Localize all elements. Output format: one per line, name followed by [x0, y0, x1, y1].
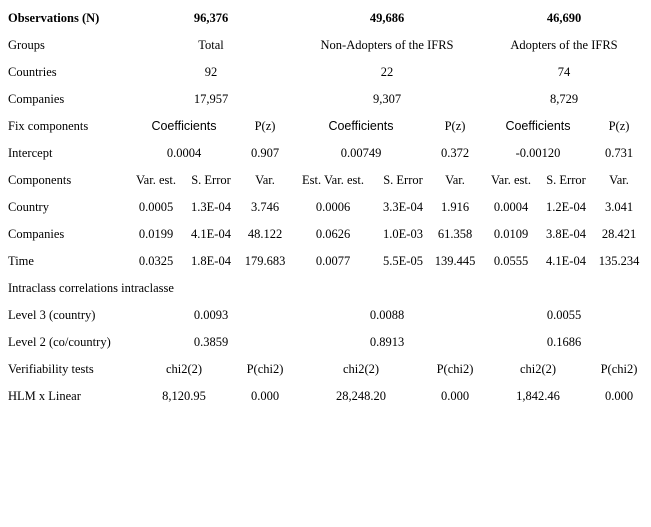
component-value: 0.0004 [493, 200, 529, 214]
hlm-value: 0.000 [250, 389, 280, 403]
component-value: 3.8E-04 [546, 227, 586, 241]
non-adopters-observations: 49,686 [369, 11, 405, 25]
groups-label: Groups [8, 38, 45, 52]
components-header: S. Error [383, 173, 423, 187]
hlm-value: 8,120.95 [162, 389, 206, 403]
components-header: Var. [445, 173, 465, 187]
component-value: 0.0555 [493, 254, 529, 268]
intraclass-label: Intraclass correlations intraclasse [8, 281, 174, 295]
component-value: 0.0005 [138, 200, 174, 214]
hlm-label: HLM x Linear [8, 389, 81, 403]
component-row-label: Country [8, 200, 49, 214]
components-header: Var. [609, 173, 629, 187]
adopters-observations: 46,690 [546, 11, 582, 25]
fix-header: P(z) [608, 119, 630, 133]
hlm-value: 28,248.20 [336, 389, 386, 403]
group-non-adopters: Non-Adopters of the IFRS [320, 38, 454, 52]
countries-adopters: 74 [557, 65, 571, 79]
fix-header: P(z) [254, 119, 276, 133]
component-value: 4.1E-04 [191, 227, 231, 241]
component-value: 61.358 [437, 227, 473, 241]
component-row-label: Companies [8, 227, 65, 241]
countries-non-adopters: 22 [380, 65, 394, 79]
component-value: 1.3E-04 [191, 200, 231, 214]
component-value: 1.8E-04 [191, 254, 231, 268]
intraclass-value: 0.0055 [546, 308, 582, 322]
verifiability-header: chi2(2) [519, 362, 557, 376]
fix-header: Coefficients [328, 119, 394, 133]
component-value: 0.0077 [315, 254, 351, 268]
component-value: 3.041 [604, 200, 634, 214]
companies-total: 17,957 [193, 92, 229, 106]
verifiability-label: Verifiability tests [8, 362, 94, 376]
component-value: 0.0199 [138, 227, 174, 241]
fix-components-label: Fix components [8, 119, 89, 133]
verifiability-header: P(chi2) [436, 362, 474, 376]
fix-header: Coefficients [505, 119, 571, 133]
companies-non-adopters: 9,307 [372, 92, 402, 106]
component-value: 3.3E-04 [383, 200, 423, 214]
verifiability-header: P(chi2) [246, 362, 284, 376]
companies-adopters: 8,729 [549, 92, 579, 106]
countries-label: Countries [8, 65, 57, 79]
hlm-value: 0.000 [440, 389, 470, 403]
component-value: 1.2E-04 [546, 200, 586, 214]
component-value: 0.0626 [315, 227, 351, 241]
intraclass-row-label: Level 2 (co/country) [8, 335, 111, 349]
components-header: S. Error [546, 173, 586, 187]
fix-header: Coefficients [151, 119, 217, 133]
hlm-value: 1,842.46 [516, 389, 560, 403]
intraclass-value: 0.0088 [369, 308, 405, 322]
intercept-value: 0.372 [440, 146, 470, 160]
intercept-value: -0.00120 [515, 146, 561, 160]
component-value: 135.234 [598, 254, 640, 268]
intraclass-value: 0.8913 [369, 335, 405, 349]
intraclass-value: 0.0093 [193, 308, 229, 322]
component-value: 48.122 [247, 227, 283, 241]
component-value: 4.1E-04 [546, 254, 586, 268]
component-value: 1.916 [440, 200, 470, 214]
component-row-label: Time [8, 254, 34, 268]
intraclass-value: 0.3859 [193, 335, 229, 349]
verifiability-header: chi2(2) [165, 362, 203, 376]
component-value: 179.683 [244, 254, 286, 268]
fix-header: P(z) [444, 119, 466, 133]
group-adopters: Adopters of the IFRS [510, 38, 618, 52]
component-value: 0.0325 [138, 254, 174, 268]
component-value: 1.0E-03 [383, 227, 423, 241]
intercept-label: Intercept [8, 146, 53, 160]
component-value: 0.0006 [315, 200, 351, 214]
component-value: 5.5E-05 [383, 254, 423, 268]
component-value: 28.421 [601, 227, 637, 241]
countries-total: 92 [204, 65, 218, 79]
component-value: 0.0109 [493, 227, 529, 241]
intercept-value: 0.00749 [340, 146, 382, 160]
components-header: S. Error [191, 173, 231, 187]
intercept-value: 0.0004 [166, 146, 202, 160]
component-value: 139.445 [434, 254, 476, 268]
intraclass-row-label: Level 3 (country) [8, 308, 96, 322]
components-header: Var. est. [136, 173, 176, 187]
components-header: Var. [255, 173, 275, 187]
intercept-value: 0.907 [250, 146, 280, 160]
group-total: Total [198, 38, 224, 52]
verifiability-header: P(chi2) [600, 362, 638, 376]
components-label: Components [8, 173, 72, 187]
intraclass-value: 0.1686 [546, 335, 582, 349]
hlm-value: 0.000 [604, 389, 634, 403]
verifiability-header: chi2(2) [342, 362, 380, 376]
component-value: 3.746 [250, 200, 280, 214]
companies-label: Companies [8, 92, 65, 106]
total-observations: 96,376 [193, 11, 229, 25]
components-header: Est. Var. est. [302, 173, 364, 187]
components-header: Var. est. [491, 173, 531, 187]
intercept-value: 0.731 [604, 146, 634, 160]
observations-label: Observations (N) [8, 11, 100, 25]
